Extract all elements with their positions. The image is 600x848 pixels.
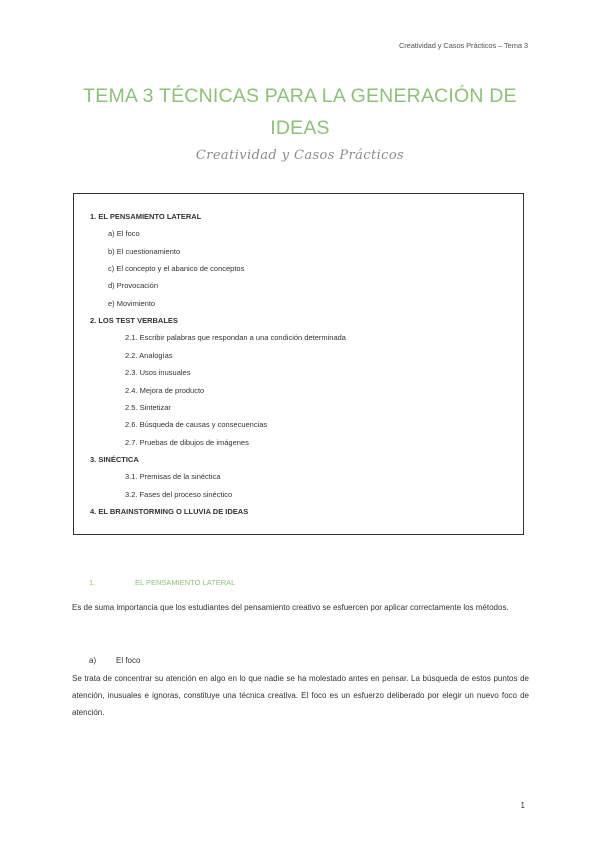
toc-item: 2.4. Mejora de producto [125,385,205,395]
table-of-contents [73,193,524,535]
toc-item: c) El concepto y el abanico de conceptos [108,264,245,274]
toc-item: 4. EL BRAINSTORMING O LLUVIA DE IDEAS [90,506,249,516]
title-line-2: IDEAS [270,117,330,139]
toc-item: 2.6. Búsqueda de causas y consecuencias [125,420,268,430]
toc-item: a) El foco [108,229,140,239]
toc-item: e) Movimiento [108,298,156,308]
section-1-heading [89,578,235,587]
toc-item: 1. EL PENSAMIENTO LATERAL [90,212,202,221]
subsection-a-heading [89,656,140,665]
running-header: Creatividad y Casos Prácticos – Tema 3 [398,41,528,50]
subsection-a-number: a) [89,656,97,665]
page-title [72,80,528,144]
subsection-a-paragraph: Se trata de concentrar su atención en algo en lo que nadie se ha molestado antes en pensar. La búsqueda de estos puntos de atención, inusuales e ignoras, constituye una técnica creativa. El foco es un esfuerzo deliberado por elegir un nuevo foco de atención. [72,674,529,717]
section-1-paragraph: Es de suma importancia que los estudiantes del pensamiento creativo se esfuercen por aplicar correctamente los métodos. [72,603,509,612]
toc-item: 2.1. Escribir palabras que respondan a una condición determinada [125,333,346,343]
toc-item: d) Provocación [108,281,159,291]
subsection-a-title: El foco [116,656,141,665]
section-1-title: EL PENSAMIENTO LATERAL [135,578,236,587]
page-number: 1 [520,801,525,810]
toc-item: 2.5. Sintetizar [125,402,171,412]
title-line-1: TEMA 3 TÉCNICAS PARA LA GENERACIÓN DE [83,85,517,107]
toc-item: 2.3. Usos inusuales [125,368,191,378]
toc-item: 3. SINÉCTICA [90,454,139,464]
section-1-number: 1. [89,578,96,587]
toc-item: 3.2. Fases del proceso sinéctico [125,489,233,499]
toc-item: 2. LOS TEST VERBALES [90,316,178,326]
toc-item: b) El cuestionamiento [108,246,181,256]
toc-item: 2.7. Pruebas de dibujos de imágenes [125,437,249,447]
page-subtitle: Creatividad y Casos Prácticos [195,148,405,163]
toc-item: 2.2. Analogías [125,350,173,360]
toc-item: 3.1. Premisas de la sinéctica [125,472,221,482]
